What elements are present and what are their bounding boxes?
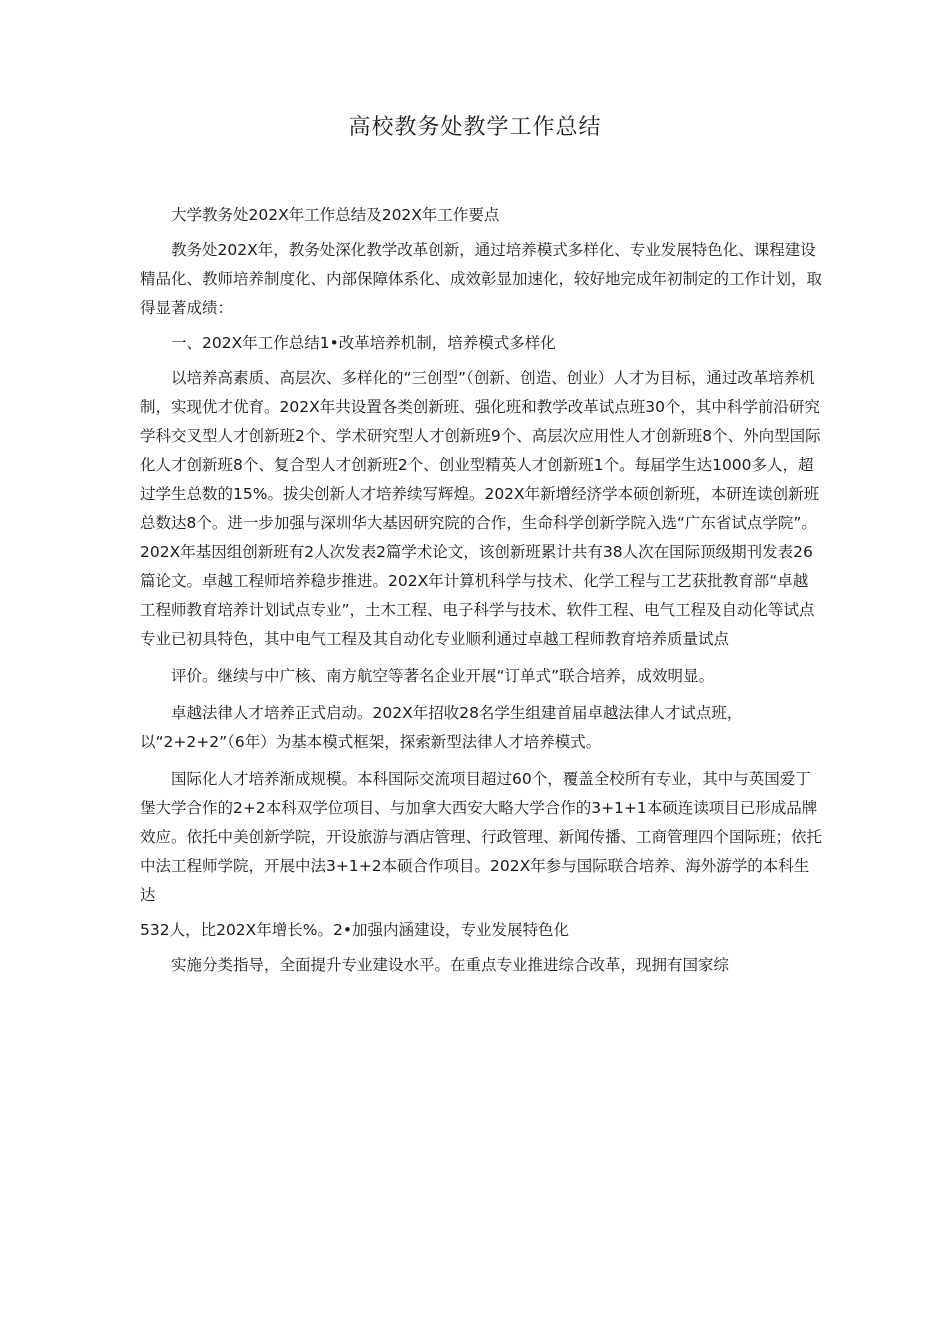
document-body [140,201,822,980]
evaluation-paragraph: 评价。继续与中广核、南方航空等著名企业开展“订单式”联合培养，成效明显。 [171,667,715,685]
document-title: 高校教务处教学工作总结 [348,115,602,140]
law-talent-paragraph: 卓越法律人才培养正式启动。202X年招收28名学生组建首届卓越法律人才试点班，以“2+2+2”（6年）为基本模式框架，探索新型法律人才培养模式。 [140,704,743,751]
classification-paragraph: 实施分类指导，全面提升专业建设水平。在重点专业推进综合改革，现拥有国家综 [171,956,730,974]
intro-paragraph: 教务处202X年，教务处深化教学改革创新，通过培养模式多样化、专业发展特色化、课程建设精品化、教师培养制度化、内部保障体系化、成效彰显加速化，较好地完成年初制定的工作计划，取得显著成绩： [140,241,823,317]
section-heading-1: 一、202X年工作总结1•改革培养机制，培养模式多样化 [171,334,556,352]
training-mechanism-paragraph: 以培养高素质、高层次、多样化的“三创型”（创新、创造、创业）人才为目标，通过改革培养机制，实现优才优育。202X年共设置各类创新班、强化班和教学改革试点班30个，其中科学前沿研究学科交叉型人才创新班2个、学术研究型人才创新班9个、高层次应用性人才创新班8个、外向型国际化人才创新班8个、复合型人才创新班2个、创业型精英人才创新班1个。每届学生达1000多人，超过学生总数的15%。拔尖创新人才培养续写辉煌。202X年新增经济学本硕创新班，本研连读创新班总数达8个。进一步加强与深圳华大基因研究院的合作，生命科学创新学院入选“广东省试点学院”。202X年基因组创新班有2人次发表2篇学术论文，该创新班累计共有38人次在国际顶级期刊发表26篇论文。卓越工程师培养稳步推进。202X年计算机科学与技术、化学工程与工艺获批教育部“卓越工程师教育培养计划试点专业”，土木工程、电子科学与技术、软件工程、电气工程及自动化等试点专业已初具特色，其中电气工程及其自动化专业顺利通过卓越工程师教育培养质量试点 [140,369,821,648]
international-talent-paragraph: 国际化人才培养渐成规模。本科国际交流项目超过60个，覆盖全校所有专业，其中与英国爱丁堡大学合作的2+2本科双学位项目、与加拿大西安大略大学合作的3+1+1本硕连读项目已形成品牌效应。依托中美创新学院，开设旅游与酒店管理、行政管理、新闻传播、工商管理四个国际班；依托中法工程师学院，开展中法3+1+2本硕合作项目。202X年参与国际联合培养、海外游学的本科生达 [140,770,823,904]
growth-paragraph: 532人，比202X年增长%。2•加强内涵建设，专业发展特色化 [140,921,570,939]
subtitle-paragraph: 大学教务处202X年工作总结及202X年工作要点 [171,206,500,224]
